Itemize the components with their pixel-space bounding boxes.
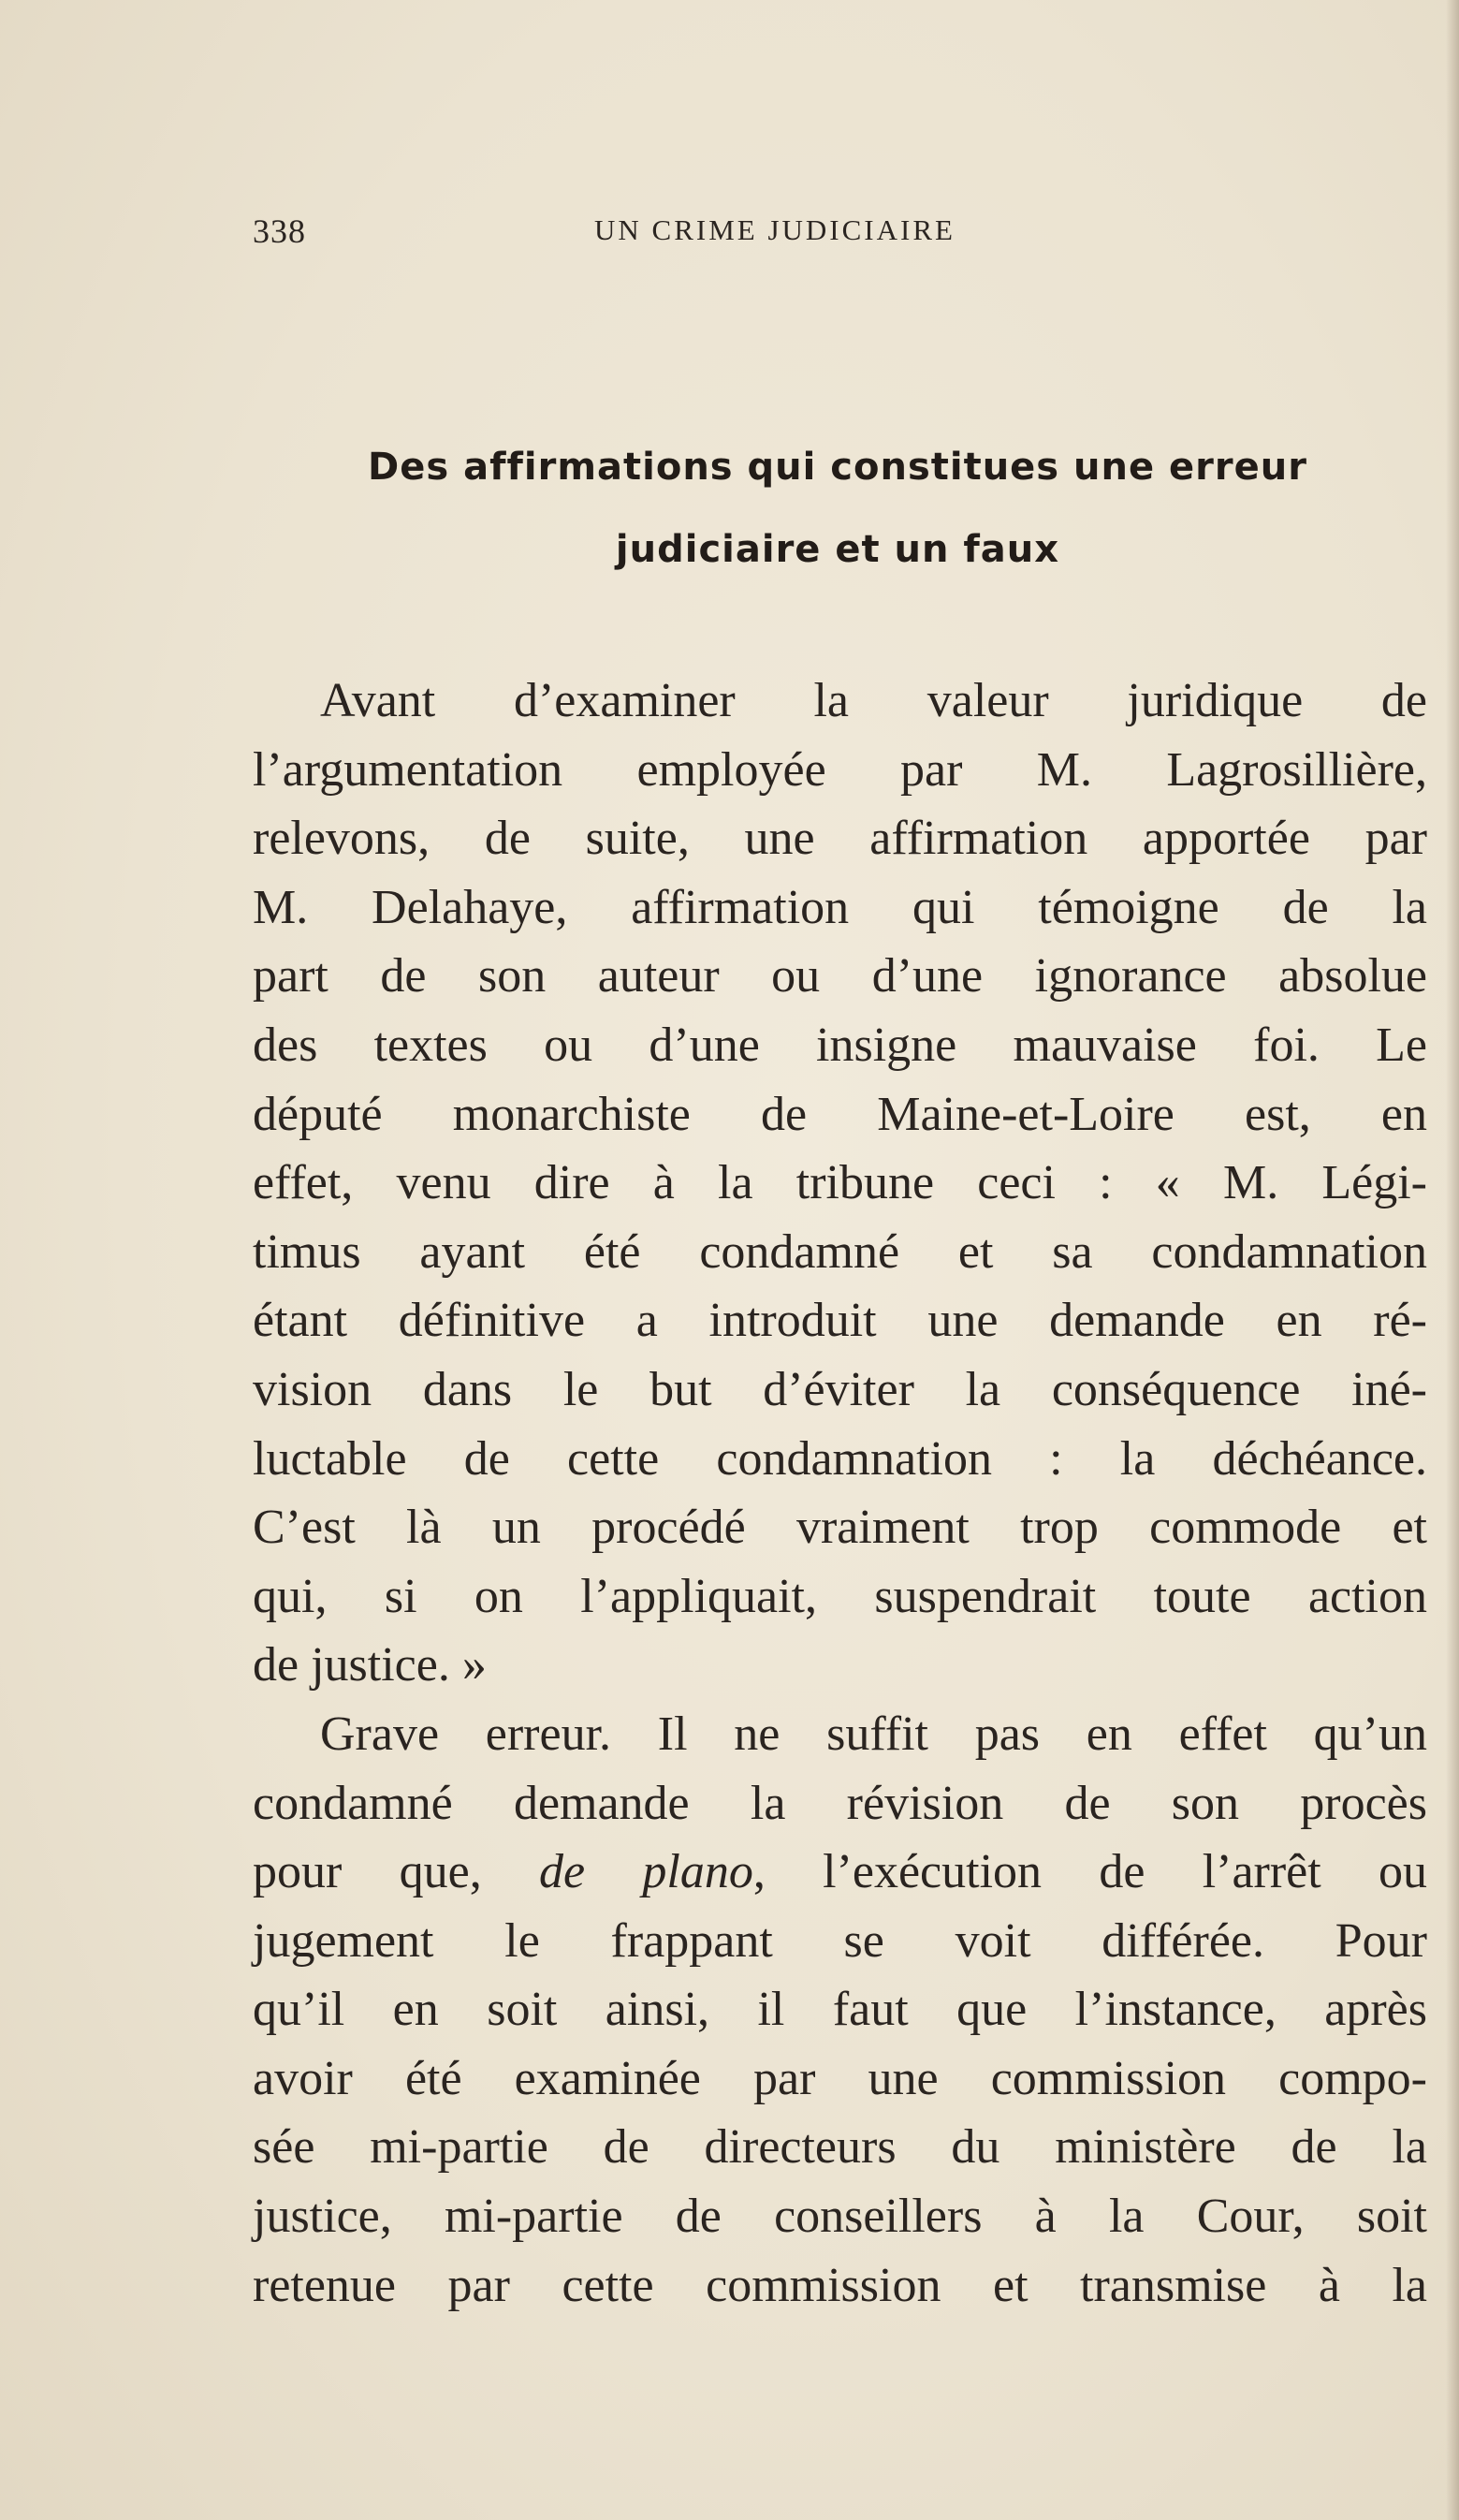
paragraph-1-line: député monarchiste de Maine-et-Loire est, en [253,1087,1427,1141]
paragraph-1-line: relevons, de suite, une affirmation apportée par [253,812,1427,866]
paragraph-2-line: condamné demande la révision de son procès [253,1776,1427,1830]
page-number: 338 [253,212,306,250]
paragraph-2-line: Grave erreur. Il ne suffit pas en effet qu’un [320,1707,1427,1761]
paragraph-1-line: effet, venu dire à la tribune ceci : « M. Légi- [253,1156,1427,1210]
paragraph-1-line: C’est là un procédé vraiment trop commode et [253,1501,1427,1555]
section-title-line-2: judiciaire et un faux [615,528,1060,571]
paragraph-1-line: de justice. » [253,1638,487,1692]
text-segment: pour que, [253,1845,539,1899]
paragraph-1-line: luctable de cette condamnation : la déchéance. [253,1431,1427,1486]
paragraph-2-line: sée mi-partie de directeurs du ministère de la [253,2120,1427,2175]
paragraph-2-line: justice, mi-partie de conseillers à la Cour, soit [253,2190,1427,2244]
running-title: UN CRIME JUDICIAIRE [594,213,956,246]
paragraph-1-line: qui, si on l’appliquait, suspendrait toute action [253,1569,1427,1623]
paragraph-2-line: avoir été examinée par une commission compo- [253,2051,1427,2105]
paragraph-2-line: retenue par cette commission et transmise à la [253,2258,1427,2312]
paragraph-1-line: vision dans le but d’éviter la conséquence iné- [253,1362,1427,1416]
text-segment: , l’exécution de l’arrêt ou [752,1845,1427,1899]
page-edge-shadow [1446,0,1459,2520]
section-title-line-1: Des affirmations qui constitues une erreur [368,446,1307,489]
section-title [243,426,1432,591]
paragraph-1-line: part de son auteur ou d’une ignorance absolue [253,949,1427,1004]
paragraph-1-line: l’argumentation employée par M. Lagrosillière, [253,742,1427,797]
paragraph-1-line: des textes ou d’une insigne mauvaise foi. Le [253,1018,1427,1072]
paragraph-1-line: Avant d’examiner la valeur juridique de [320,674,1427,727]
paragraph-1-line: étant définitive a introduit une demande en ré- [253,1294,1427,1348]
paragraph-1-line: M. Delahaye, affirmation qui témoigne de la [253,880,1427,934]
body-text [253,667,1427,2320]
running-head [253,212,1123,256]
paragraph-2-line [253,1838,1427,1907]
paragraph-2-line: qu’il en soit ainsi, il faut que l’instance, après [253,1983,1427,2037]
paragraph-1-line: timus ayant été condamné et sa condamnation [253,1224,1427,1279]
italic-latin-phrase: de plano [539,1845,753,1899]
paragraph-2-line: jugement le frappant se voit différée. Pour [253,1913,1427,1968]
